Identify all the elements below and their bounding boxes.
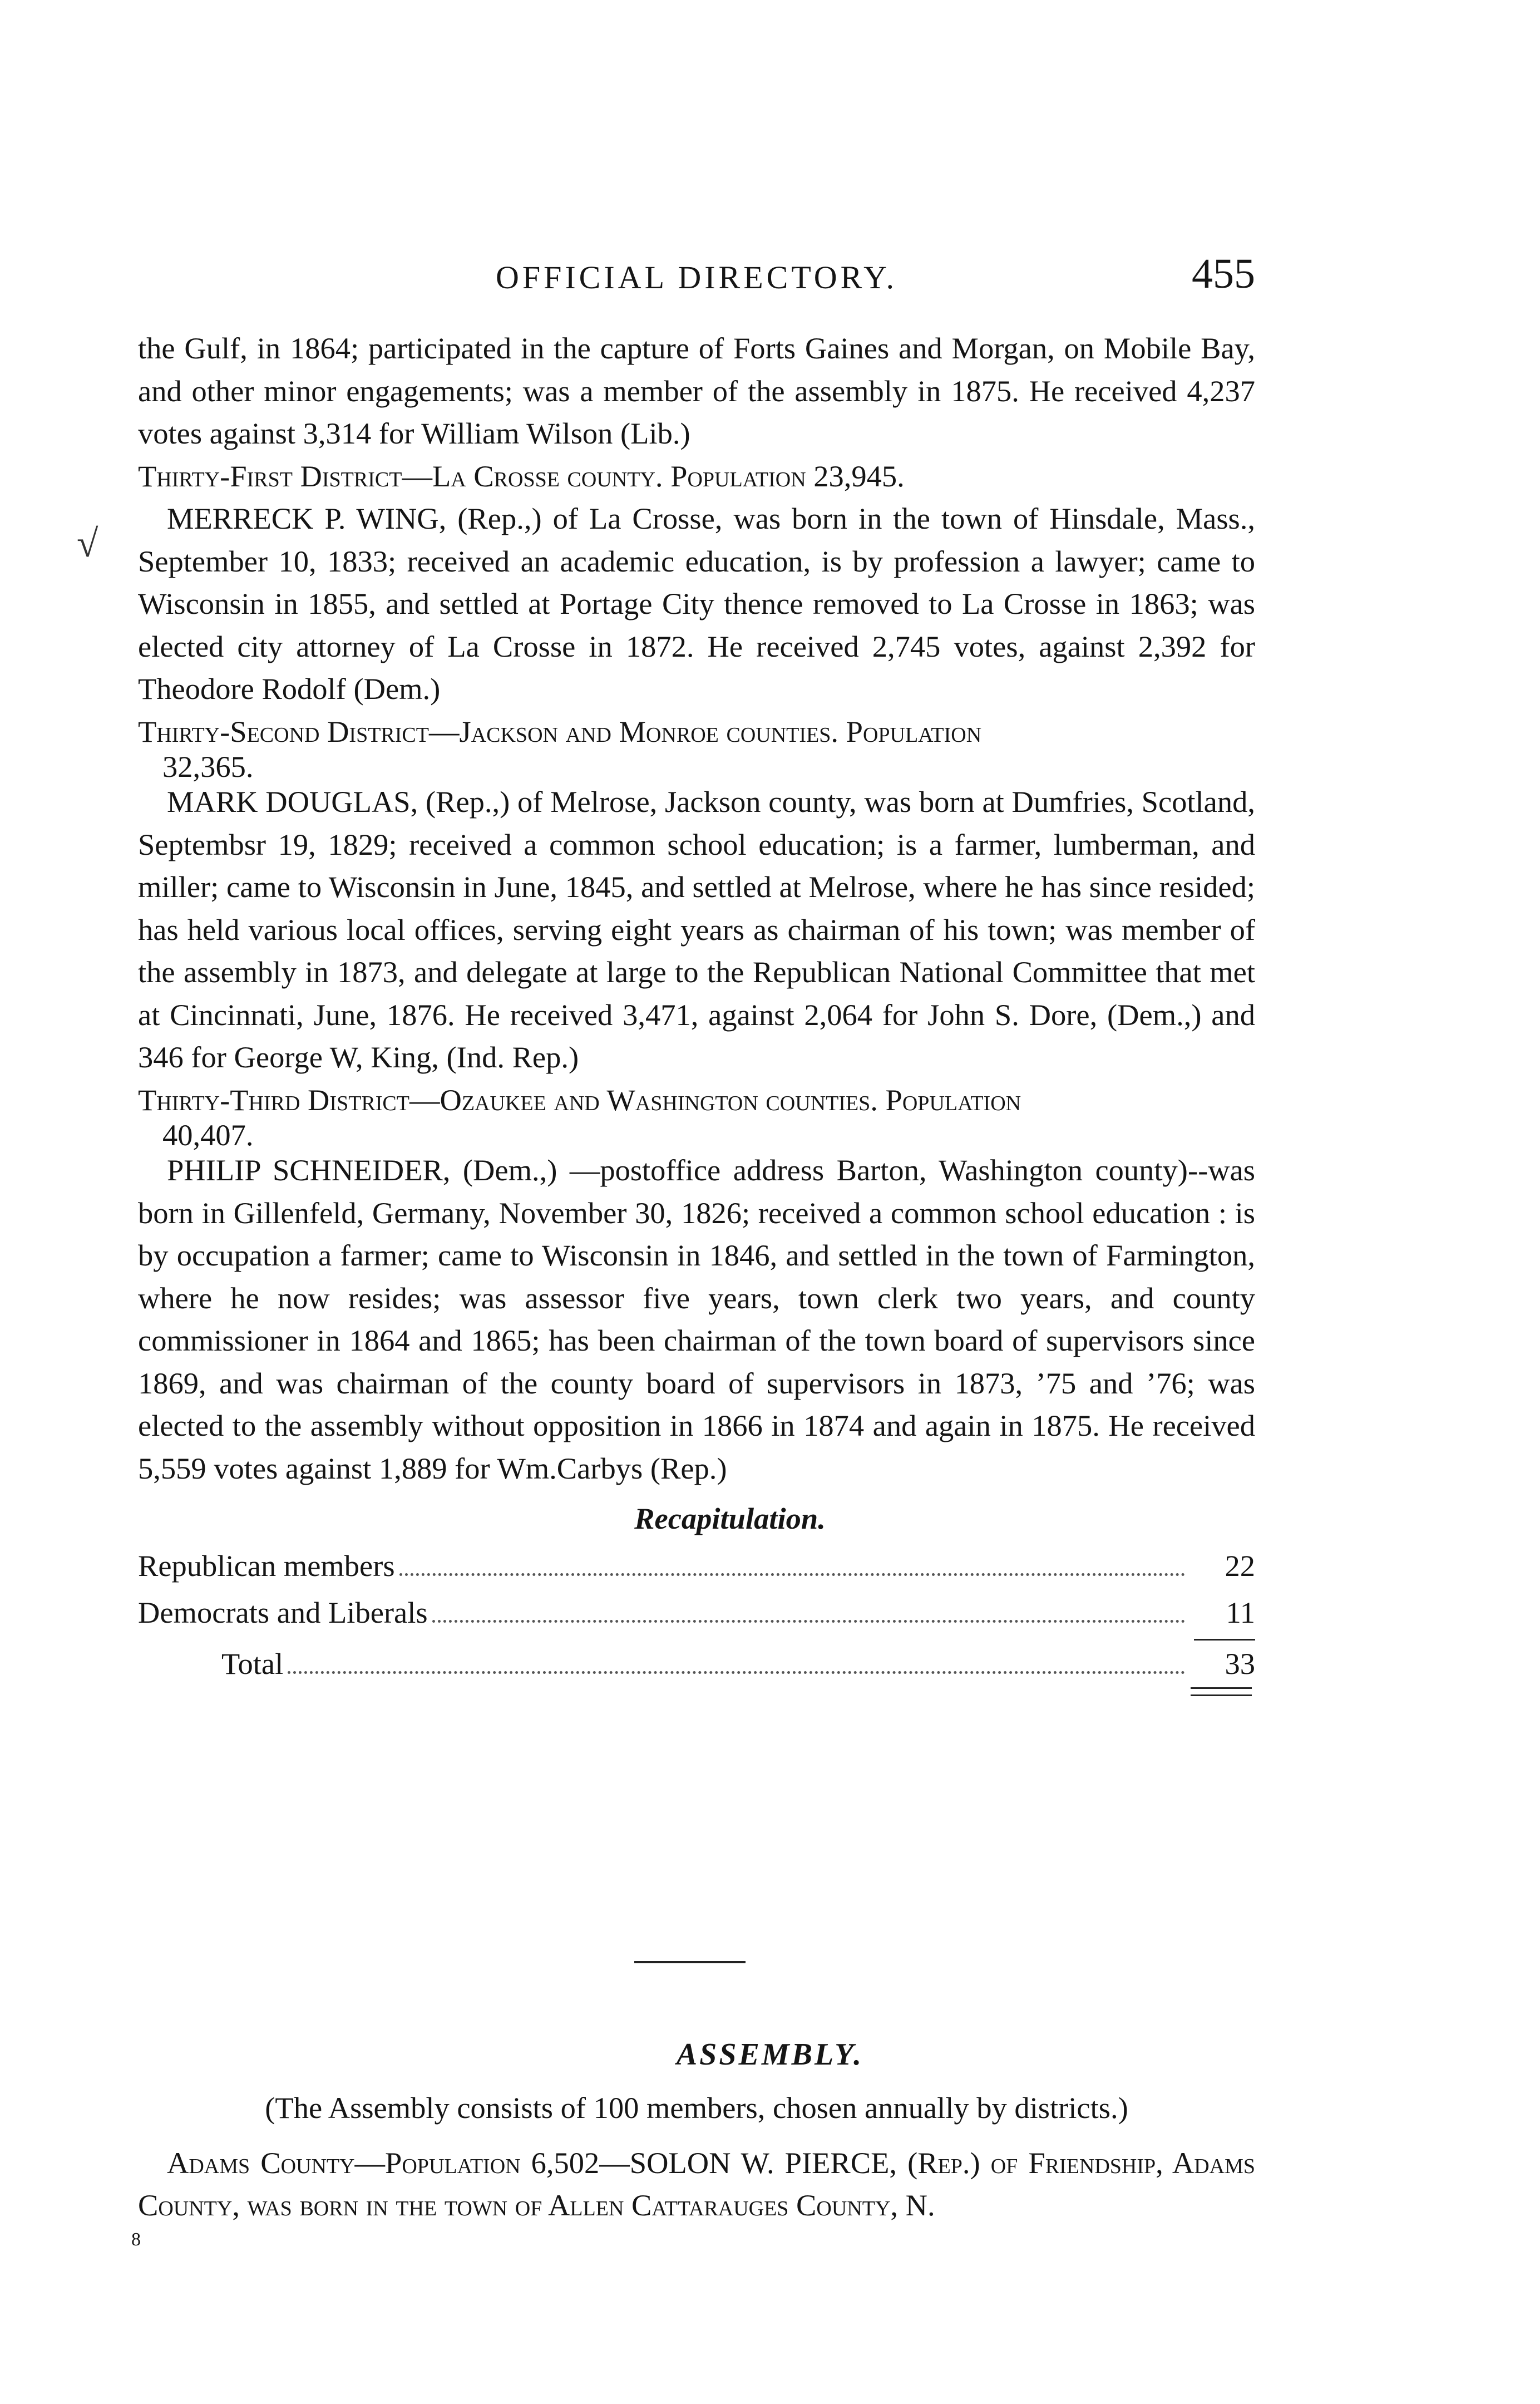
assembly-text-column [138,2087,1255,2227]
biography-philip-schneider: PHILIP SCHNEIDER, (Dem.,) —postoffice address Barton, Washington county)--was born in Gillenfeld, Germany, November 30, 1826; received a common school education : is by occupation a farmer; came to Wisconsin in 1846, and settled in the town of Farmington, where he now resides; was assessor five years, town clerk two years, and county commissioner in 1864 and 1865; has been chairman of the town board of supervisors since 1869, and was chairman of the county board of supervisors in 1873, ’75 and ’76; was elected to the assembly without opposition in 1866 in 1874 and again in 1875. He received 5,559 votes against 1,889 for Wm.Carbys (Rep.) [138,1153,1255,1485]
recap-label: Republican members [138,1548,395,1583]
district-heading-text: Thirty-Second District—Jackson and Monroe counties. Population [138,714,982,748]
recap-label: Democrats and Liberals [138,1595,428,1629]
recap-total-label: Total [221,1646,284,1681]
district-heading-continuation: 40,407. [162,1118,254,1152]
stray-mark: 8 [131,2229,141,2250]
district-heading-33 [138,1079,1255,1122]
dot-leader [288,1671,1185,1674]
district-heading-continuation: 32,365. [162,750,254,784]
district-heading-text: Thirty-First District—La Crosse county. Population 23,945. [138,459,905,493]
district-heading-32 [138,711,1255,753]
assembly-note: (The Assembly consists of 100 members, chosen annually by districts.) [265,2091,1128,2125]
recap-row-total [138,1639,1255,1686]
section-divider [634,1961,746,1963]
biography-mark-douglas: MARK DOUGLAS, (Rep.,) of Melrose, Jackson county, was born at Dumfries, Scotland, Septembsr 19, 1829; received a common school education; is a farmer, lumberman, and miller; came to Wisconsin in June, 1845, and settled at Melrose, where he has since resided; has held various local offices, serving eight years as chairman of his town; was member of the assembly in 1873, and delegate at large to the Republican National Committee that met at Cincinnati, June, 1876. He received 3,471, against 2,064 for John S. Dore, (Dem.,) and 346 for George W, King, (Ind. Rep.) [138,785,1255,1074]
biography-merreck-wing: MERRECK P. WING, (Rep.,) of La Crosse, was born in the town of Hinsdale, Mass., September 10, 1833; received an academic education, is by profession a lawyer; came to Wisconsin in 1855, and settled at Portage City thence removed to La Crosse in 1863; was elected city attorney of La Crosse in 1872. He received 2,745 votes, against 2,392 for Theodore Rodolf (Dem.) [138,501,1255,706]
double-rule [1191,1687,1252,1696]
district-heading-text: Thirty-Third District—Ozaukee and Washington counties. Population [138,1082,1021,1117]
recap-value: 11 [1226,1595,1255,1629]
district-heading-31 [138,455,1255,498]
paragraph-continuation: the Gulf, in 1864; participated in the capture of Forts Gaines and Morgan, on Mobile Bay, and other minor engagements; was a member of the assembly in 1875. He received 4,237 votes against 3,314 for William Wilson (Lib.) [138,331,1255,450]
main-text-column [138,327,1255,1702]
checkmark-icon: √ [77,523,98,565]
assembly-heading: ASSEMBLY. [676,2037,864,2072]
adams-county-text: Adams County—Population 6,502—SOLON W. PIERCE, (Rep.) of Friendship, Adams County, was born in the town of Allen Cattarauges County, N. [138,2145,1255,2222]
recap-row-democrats [138,1592,1255,1634]
dot-leader [399,1573,1185,1576]
recapitulation-heading: Recapitulation. [634,1501,826,1535]
recap-value: 22 [1225,1548,1255,1583]
running-head [138,250,1255,303]
double-rule-container [138,1685,1255,1702]
dot-leader [432,1620,1185,1623]
recap-row-republicans [138,1545,1255,1588]
adams-county-entry [138,2142,1255,2227]
running-title: OFFICIAL DIRECTORY. [495,259,898,295]
recap-total-value: 33 [1194,1639,1255,1686]
page-number: 455 [1192,250,1255,297]
